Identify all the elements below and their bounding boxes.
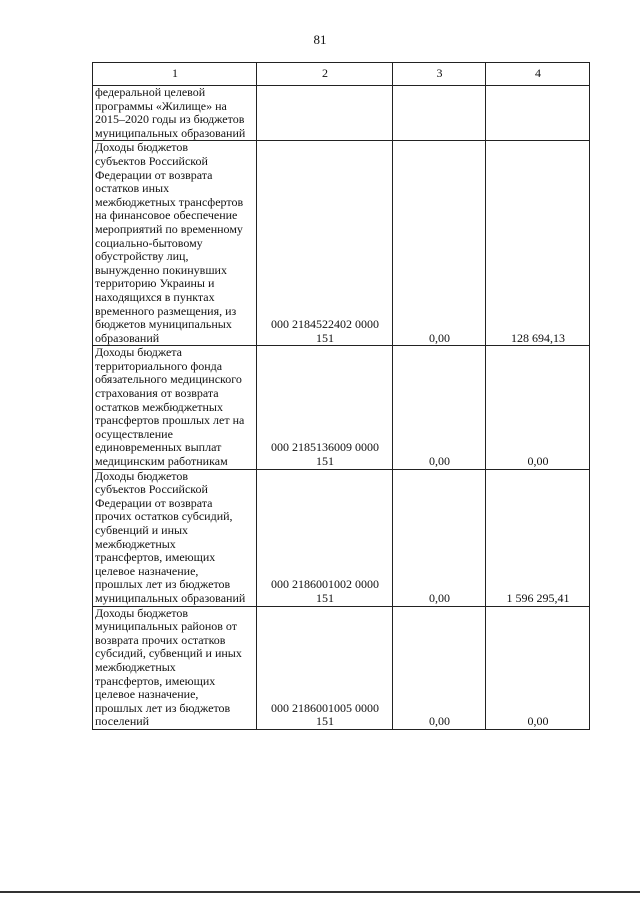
row-value-col4 (486, 86, 590, 141)
row-code (257, 86, 393, 141)
table-row (93, 469, 590, 606)
page-number: 81 (313, 32, 327, 47)
row-description: Доходы бюджетов субъектов Российской Федерации от возврата остатков иных межбюджетных трансфертов на финансовое обеспечение мероприятий по временному социально-бытовому обустройству лиц, вынужденно покинувших территорию Украины и находящихся в пунктах временного размещения, из бюджетов муниципальных образований (93, 141, 257, 346)
row-code: 000 2186001005 0000 151 (257, 606, 393, 729)
row-value-col3: 0,00 (393, 606, 486, 729)
row-value-col4: 1 596 295,41 (486, 469, 590, 606)
row-value-col3: 0,00 (393, 141, 486, 346)
table-row (93, 606, 590, 729)
row-value-col4: 0,00 (486, 346, 590, 469)
row-code: 000 2185136009 0000 151 (257, 346, 393, 469)
column-header-2: 2 (257, 63, 393, 86)
row-value-col4: 0,00 (486, 606, 590, 729)
row-description: Доходы бюджета территориального фонда обязательного медицинского страхования от возврата остатков межбюджетных трансфертов прошлых лет на осуществление единовременных выплат медицинским работникам (93, 346, 257, 469)
budget-table (92, 62, 590, 730)
row-description: Доходы бюджетов субъектов Российской Федерации от возврата прочих остатков субсидий, субвенций и иных межбюджетных трансфертов, имеющих целевое назначение, прошлых лет из бюджетов муниципальных образований (93, 469, 257, 606)
row-description: федеральной целевой программы «Жилище» на 2015–2020 годы из бюджетов муниципальных образований (93, 86, 257, 141)
table-header-row (93, 63, 590, 86)
column-header-4: 4 (486, 63, 590, 86)
table-row (93, 141, 590, 346)
row-value-col3 (393, 86, 486, 141)
row-code: 000 2186001002 0000 151 (257, 469, 393, 606)
column-header-3: 3 (393, 63, 486, 86)
row-value-col4: 128 694,13 (486, 141, 590, 346)
row-code: 000 2184522402 0000 151 (257, 141, 393, 346)
scan-edge-line (0, 891, 640, 893)
column-header-1: 1 (93, 63, 257, 86)
row-value-col3: 0,00 (393, 346, 486, 469)
table-row (93, 346, 590, 469)
row-description: Доходы бюджетов муниципальных районов от возврата прочих остатков субсидий, субвенций и иных межбюджетных трансфертов, имеющих целевое назначение, прошлых лет из бюджетов поселений (93, 606, 257, 729)
table-row (93, 86, 590, 141)
row-value-col3: 0,00 (393, 469, 486, 606)
